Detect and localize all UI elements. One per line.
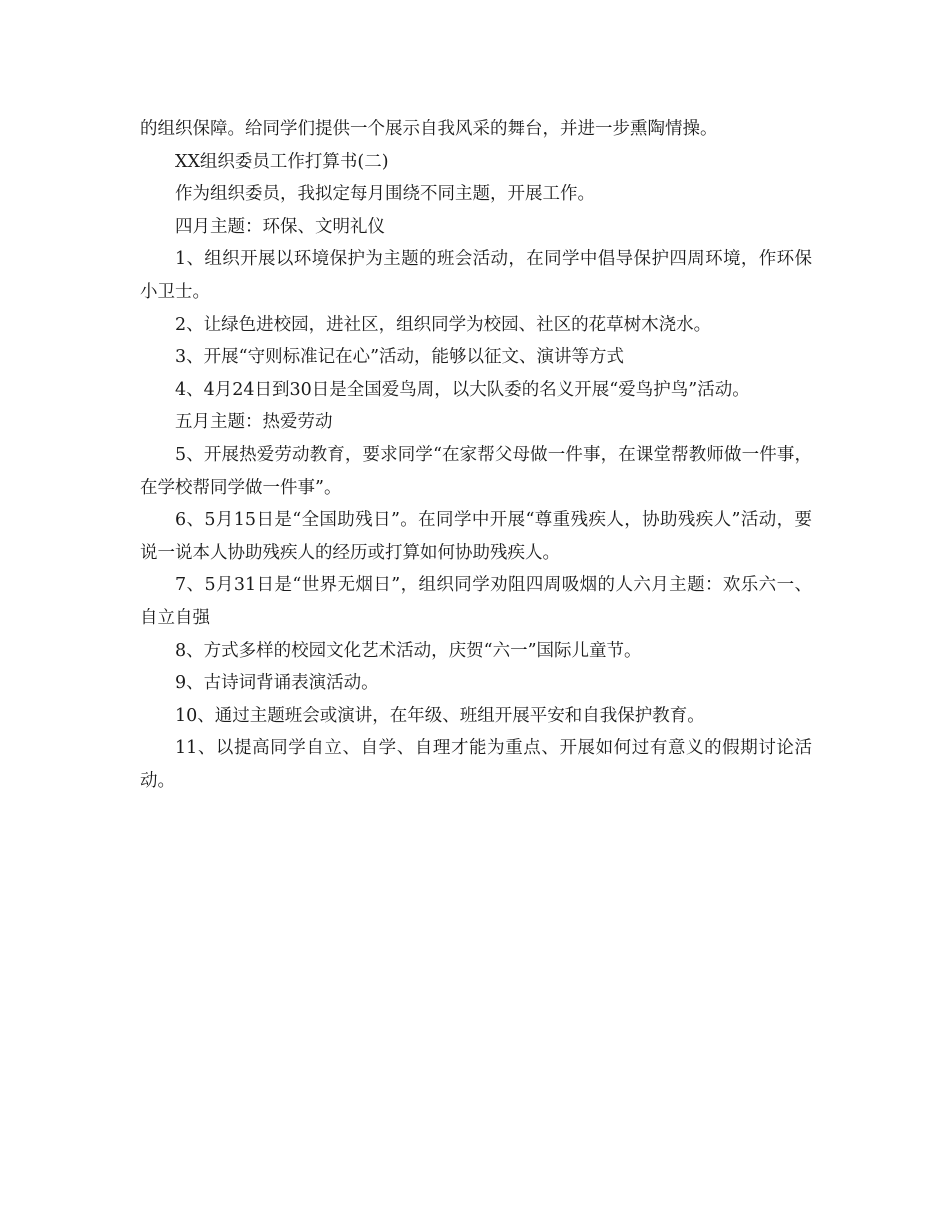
list-item-4: 4、4月24日到30日是全国爱鸟周，以大队委的名义开展“爱鸟护鸟”活动。 (175, 379, 750, 400)
month-theme-april: 四月主题：环保、文明礼仪 (175, 216, 385, 237)
list-item-6: 6、5月15日是“全国助残日”。在同学中开展“尊重残疾人，协助残疾人”活动，要说一说本人协助残疾人的经历或打算如何协助残疾人。 (140, 510, 812, 563)
paragraph-intro: 作为组织委员，我拟定每月围绕不同主题，开展工作。 (175, 184, 595, 205)
paragraph-continuation: 的组织保障。给同学们提供一个展示自我风采的舞台，并进一步熏陶情操。 (140, 119, 718, 139)
list-item-1: 1、组织开展以环境保护为主题的班会活动，在同学中倡导保护四周环境，作环保小卫士。 (140, 249, 812, 302)
list-item-8: 8、方式多样的校园文化艺术活动，庆贺“六一”国际儿童节。 (175, 640, 642, 661)
section-heading: XX组织委员工作打算书(二) (175, 151, 389, 172)
list-item-9: 9、古诗词背诵表演活动。 (175, 673, 379, 694)
list-item-7: 7、5月31日是“世界无烟日”，组织同学劝阻四周吸烟的人六月主题：欢乐六一、自立自强 (140, 575, 812, 628)
list-item-11: 11、以提高同学自立、自学、自理才能为重点、开展如何过有意义的假期讨论活动。 (140, 738, 812, 791)
month-theme-may: 五月主题：热爱劳动 (175, 412, 333, 433)
list-item-5: 5、开展热爱劳动教育，要求同学“在家帮父母做一件事，在课堂帮教师做一件事，在学校帮同学做一件事”。 (140, 444, 812, 498)
document-body (140, 113, 812, 797)
list-item-2: 2、让绿色进校园，进社区，组织同学为校园、社区的花草树木浇水。 (175, 314, 712, 335)
list-item-3: 3、开展“守则标准记在心”活动，能够以征文、演讲等方式 (175, 347, 625, 368)
list-item-10: 10、通过主题班会或演讲，在年级、班组开展平安和自我保护教育。 (175, 705, 705, 726)
